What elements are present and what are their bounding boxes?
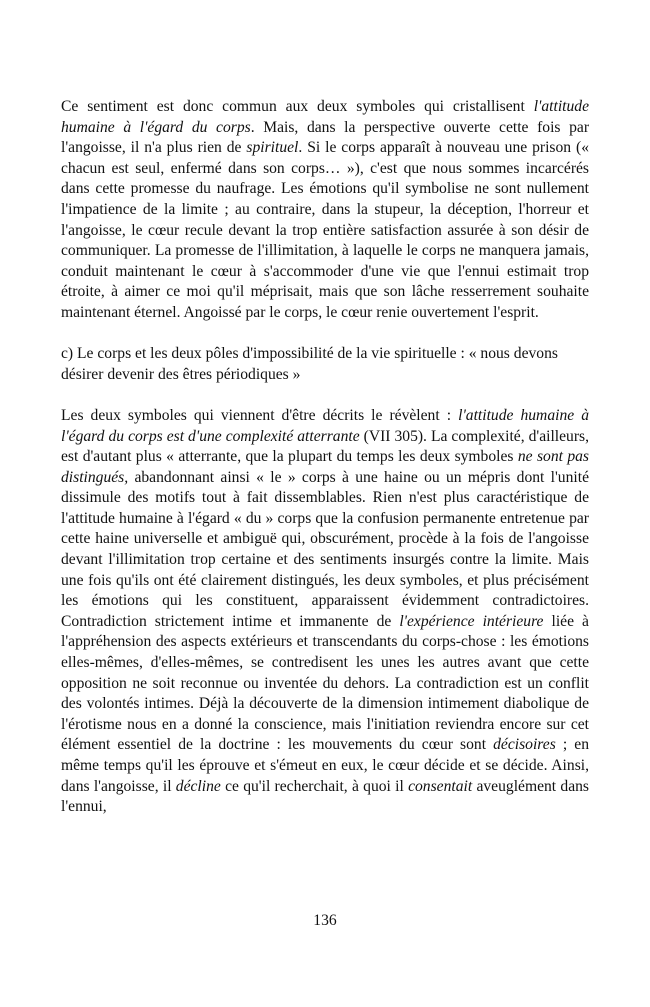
section-heading: c) Le corps et les deux pôles d'impossibilité de la vie spirituelle : « nous devons désirer devenir des êtres périodiques »	[61, 345, 558, 383]
text-run: (VII 305). La complexité, d'ailleurs, est d'autant plus « atterrante, que la plupart du temps les deux symboles	[61, 427, 590, 466]
italic-text-run: décisoires	[493, 736, 556, 754]
text-run: ce qu'il recherchait, à quoi il	[220, 777, 409, 795]
italic-text-run: consentait	[408, 777, 473, 795]
italic-text-run: décline	[175, 777, 221, 795]
text-run: aveuglément dans l'ennui,	[61, 777, 589, 816]
italic-text-run: l'expérience intérieure	[399, 612, 544, 630]
paragraph-1	[61, 97, 589, 324]
page-number: 136	[313, 912, 337, 929]
text-run: liée à l'appréhension des aspects extérieurs et transcendants du corps-chose : les émotions elles-mêmes, d'elles-mêmes, se contredisent les unes les autres avant que cette opposition ne soit reconnue ou inventée du dehors. La contradiction est un conflit des volontés intimes. Déjà la découverte de la dimension intimement diabolique de l'érotisme nous en a donné la conscience, mais l'initiation reviendra encore sur cet élément essentiel de la doctrine : les mouvements du cœur sont	[61, 612, 589, 754]
paragraph-2	[61, 406, 589, 818]
page-body	[61, 97, 589, 818]
text-run: ; en même temps qu'il les éprouve et s'émeut en eux, le cœur décide et se décide. Ainsi, dans l'angoisse, il	[61, 736, 589, 795]
italic-text-run: ne sont pas distingués,	[61, 448, 589, 486]
text-run: . Mais, dans la perspective ouverte cette fois par l'angoisse, il n'a plus rien de	[61, 118, 590, 157]
text-run: Ce sentiment est donc commun aux deux symboles qui cristallisent	[61, 98, 534, 115]
italic-text-run: spirituel	[246, 139, 299, 157]
italic-text-run: l'attitude humaine à l'égard du corps	[61, 98, 589, 136]
text-run: abandonnant ainsi « le » corps à une haine ou un mépris dont l'unité dissimule des motifs tout à fait dissemblables. Rien n'est plus caractéristique de l'attitude humaine à l'égard « du » corps que la confusion permanente entretenue par cette haine universelle et ambiguë qui, obscurément, procède à la fois de l'angoisse devant l'illimitation trop certaine et des sentiments insurgés contre la limite. Mais une fois qu'ils ont été clairement distingués, les deux symboles, et plus précisément les émotions qui les constituent, apparaissent évidemment contradictoires. Contradiction strictement intime et immanente de	[61, 468, 589, 630]
italic-text-run: l'attitude humaine à l'égard du corps est d'une complexité atterrante	[61, 406, 589, 445]
text-run: Les deux symboles qui viennent d'être décrits le révèlent :	[61, 406, 459, 424]
text-run: . Si le corps apparaît à nouveau une prison (« chacun est seul, enfermé dans son corps… »), c'est que nous sommes incarcérés dans cette promesse du naufrage. Les émotions qu'il symbolise ne sont nullement l'impatience de la limite ; au contraire, dans la stupeur, la déception, l'horreur et l'angoisse, le cœur recule devant la trop entière satisfaction assurée à son désir de communiquer. La promesse de l'illimitation, à laquelle le corps ne manquera jamais, conduit maintenant le cœur à s'accommoder d'une vie que l'ennui estimait trop étroite, à aimer ce moi qu'il méprisait, mais que son lâche resserrement souhaite maintenant éternel. Angoissé par le corps, le cœur renie ouvertement l'esprit.	[61, 139, 589, 321]
